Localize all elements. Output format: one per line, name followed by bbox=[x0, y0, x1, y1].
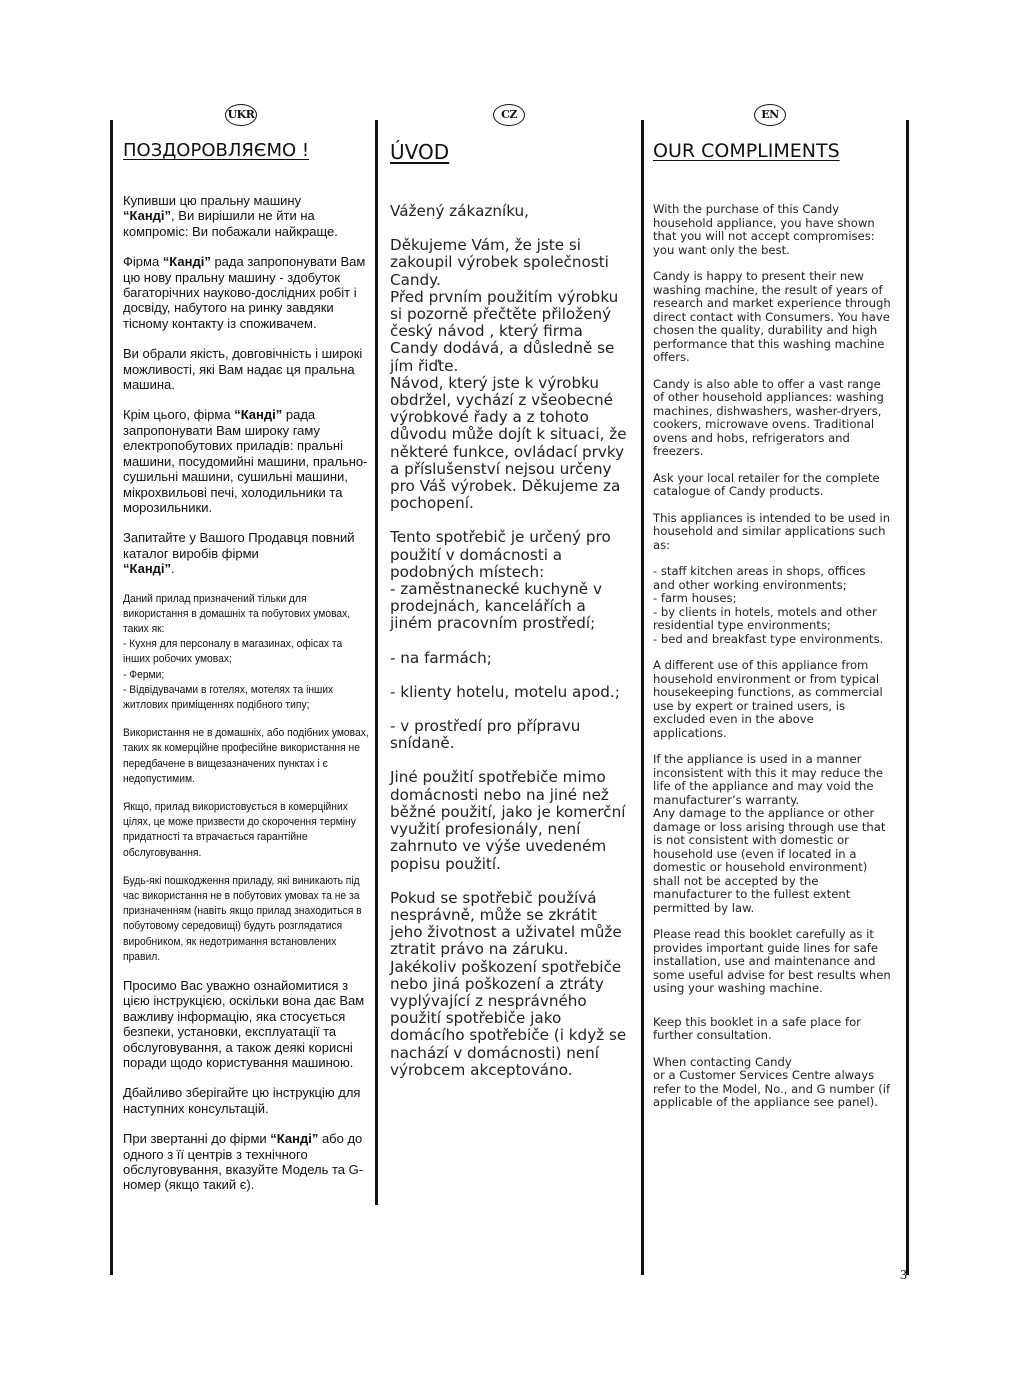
paragraph: Використання не в домашніх, або подібних умовах, таких як комерційне професійне використання не передбачене в вищезазначених пунктах і є недопустимим. bbox=[123, 727, 369, 785]
paragraph: Candy is also able to offer a vast range of other household appliances: washing machines, dishwashers, washer-dryers, cookers, microwave ovens. Traditional ovens and hobs, refrigerators and freezers. bbox=[653, 376, 884, 458]
language-badge-en: EN bbox=[754, 104, 786, 126]
paragraph: - na farmách; bbox=[390, 648, 492, 667]
language-badge-ukr: UKR bbox=[225, 104, 257, 126]
paragraph: Pokud se spotřebič používá nesprávně, může se zkrátit jeho životnost a uživatel může ztratit právo na záruku. Jakékoliv poškození spotřebiče nebo jiná poškození a ztráty vyplývající z nesprávného použití spotřebiče jako domácího spotřebiče (i když se nachází v domácnosti) není výrobcem akceptováno. bbox=[390, 888, 627, 1079]
column-divider-left bbox=[110, 120, 113, 1275]
page-number: 3 bbox=[900, 1268, 907, 1283]
paragraph: When contacting Candy or a Customer Services Centre always refer to the Model, No., and G number (if applicable of the appliance see panel). bbox=[653, 1054, 891, 1109]
paragraph: If the appliance is used in a manner inconsistent with this it may reduce the life of the appliance and may void the manufacturer’s warranty. Any damage to the appliance or other damage or loss arising through use that is not consistent with domestic or household use (even if located in a domestic or household environment) shall not be accepted by the manufacturer to the fullest extent permitted by law. bbox=[653, 752, 886, 915]
paragraph: Просимо Вас уважно ознайомитися з цією інструкцією, оскільки вона дає Вам важливу інформацію, яка стосується безпеки, установки, експлуатації та обслуговування, а також деякі корисні поради щодо користування машиною. bbox=[123, 978, 365, 1071]
column-divider-right bbox=[906, 120, 909, 1275]
paragraph: Будь-які пошкодження приладу, які виникають під час використання не в побутових умовах та не за призначенням (навіть якщо прилад знаходиться в побутовому середовищі) будуть розглядатися виробником, як недотримання встановлених правил. bbox=[123, 874, 362, 963]
paragraph: При звертанні до фірми “Канді” або до одного з її центрів з технічного обслуговування, вказуйте Модель та G-номер (якщо такий є). bbox=[123, 1131, 364, 1193]
paragraph: Please read this booklet carefully as it provides important guide lines for safe installation, use and maintenance and some useful advise for best results when using your washing machine. bbox=[653, 927, 891, 995]
paragraph: Jiné použití spotřebiče mimo domácnosti nebo na jiné než běžné použití, jako je komerční využití profesionály, není zahrnuto ve výše uvedeném popisu použití. bbox=[390, 768, 626, 873]
paragraph: Vážený zákazníku, bbox=[390, 202, 529, 220]
paragraph: Děkujeme Vám, že jste si zakoupil výrobek společnosti Candy. Před prvním použitím výrobku si pozorně přečtěte přiložený český návod , který firma Candy dodává, a důsledně se jím řiďte. Návod, který jste k výrobku obdržel, vychází z všeobecné výrobkové řady a z tohoto důvodu může dojít k situaci, že některé funkce, ovládací prvky a příslušenství nejsou určeny pro Váš výrobek. Děkujeme za pochopení. bbox=[390, 236, 627, 513]
paragraph: - v prostředí pro přípravu snídaně. bbox=[390, 717, 581, 753]
paragraph: Ви обрали якість, довговічність і широкі можливості, які Вам надає ця пральна машина. bbox=[123, 346, 363, 393]
paragraph: - staff kitchen areas in shops, offices and other working environments; - farm houses; - by clients in hotels, motels and other residential type environments; - bed and breakfast type environments. bbox=[653, 564, 884, 646]
paragraph: A different use of this appliance from household environment or from typical housekeeping functions, as commercial use by expert or trained users, is excluded even in the above applications. bbox=[653, 658, 883, 740]
paragraph: Tento spotřebič je určený pro použití v domácnosti a podobných místech: - zaměstnanecké kuchyně v prodejnách, kancelářích a jiném pracovním prostředí; bbox=[390, 528, 611, 633]
paragraph: - klienty hotelu, motelu apod.; bbox=[390, 682, 620, 701]
paragraph: Даний прилад призначений тільки для використання в домашніх та побутових умовах, таких як: - Кухня для персоналу в магазинах, офісах та інших робочих умовах; - Ферми; - Відвідувачами в готелях, мотелях та інших житлових приміщеннях подібного типу; bbox=[123, 592, 351, 711]
paragraph: With the purchase of this Candy household appliance, you have shown that you will not accept compromises: you want only the best. bbox=[653, 202, 875, 257]
paragraph: Запитайте у Вашого Продавця повний каталог виробів фірми “Канді”. bbox=[123, 530, 355, 577]
column-cz bbox=[390, 203, 630, 1096]
paragraph: Keep this booklet in a safe place for further consultation. bbox=[653, 1014, 861, 1042]
paragraph: Купивши цю пральну машину “Канді”, Ви вирішили не йти на компроміс: Ви побажали найкраще. bbox=[123, 193, 338, 239]
column-divider-middle-right bbox=[641, 120, 644, 1275]
language-badge-cz: CZ bbox=[493, 104, 525, 126]
section-title-ukr: ПОЗДОРОВЛЯЄМО ! bbox=[123, 140, 310, 161]
paragraph: Якщо, прилад використовується в комерційних цілях, це може призвести до скорочення терміну придатності та втрачається гарантійне обслуговування. bbox=[123, 800, 356, 859]
paragraph: This appliances is intended to be used in household and similar applications such as: bbox=[653, 510, 891, 552]
paragraph: Ask your local retailer for the complete catalogue of Candy products. bbox=[653, 470, 880, 498]
paragraph: Крім цього, фірма “Канді” рада запропонувати Вам широку гаму електропобутових приладів: пральні машини, посудомийні машини, прально-сушильні машини, сушильні машини, мікрохвильові печі, холодильники та морозильники. bbox=[123, 407, 368, 515]
column-divider-middle-left bbox=[375, 120, 378, 1205]
paragraph: Дбайливо зберігайте цю інструкцію для наступних консультацій. bbox=[123, 1085, 361, 1116]
column-en bbox=[653, 203, 891, 1123]
section-title-cz: ÚVOD bbox=[390, 140, 450, 164]
section-title-en: OUR COMPLIMENTS bbox=[653, 140, 840, 162]
column-ukr bbox=[123, 193, 371, 1208]
paragraph: Фірма “Канді” рада запропонувати Вам цю нову пральну машину - здобуток багаторічних науково-дослідних робіт і досвіду, набутого на ринку завдяки тісному контакту із споживачем. bbox=[123, 254, 366, 331]
paragraph: Candy is happy to present their new washing machine, the result of years of research and market experience through direct contact with Consumers. You have chosen the quality, durability and high performance that this washing machine offers. bbox=[653, 269, 891, 364]
